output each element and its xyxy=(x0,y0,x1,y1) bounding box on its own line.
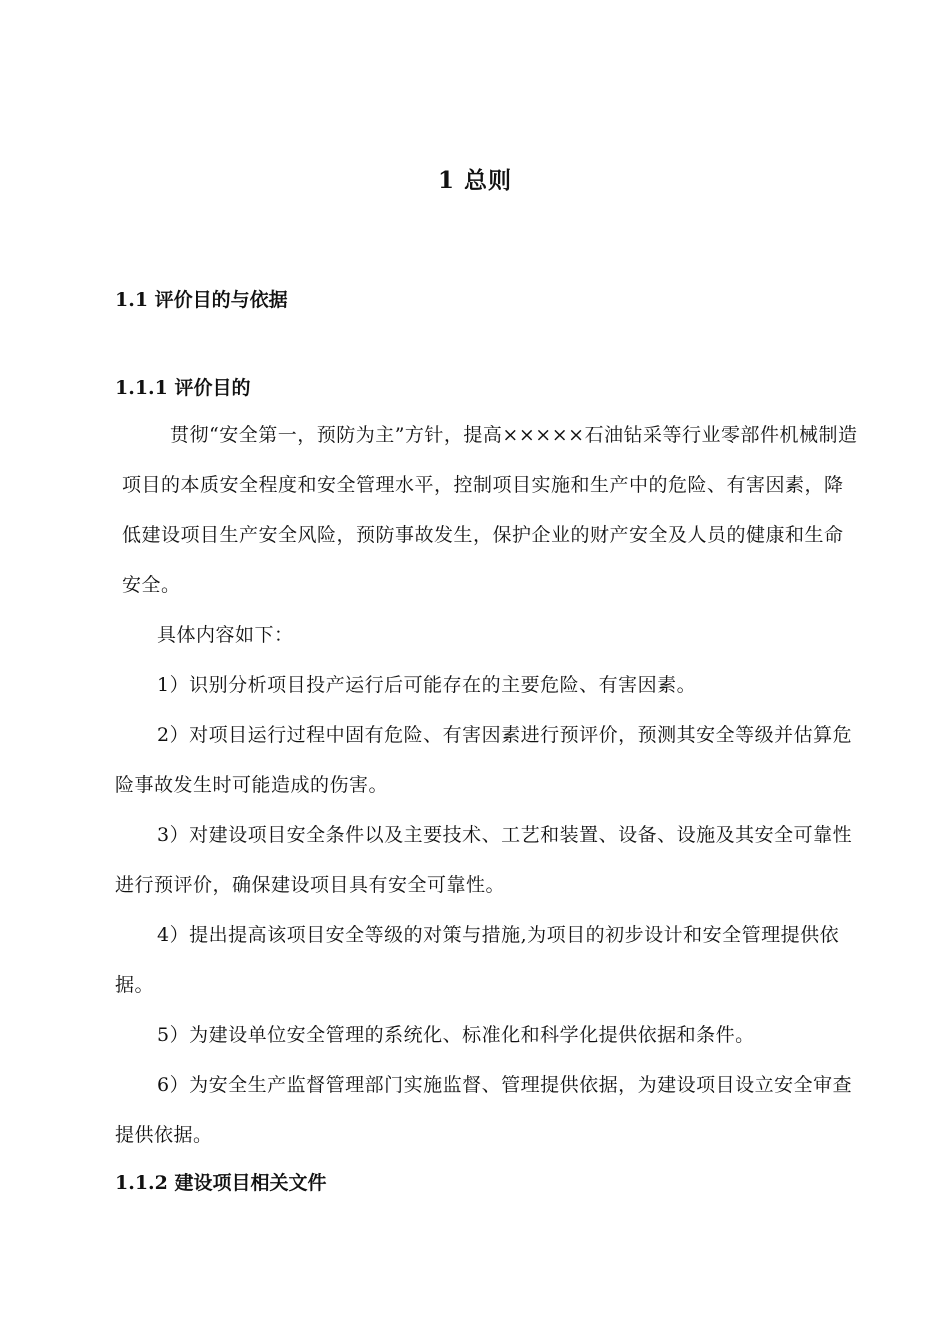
list-item: 4）提出提高该项目安全等级的对策与措施,为项目的初步设计和安全管理提供依据。 xyxy=(115,924,840,996)
list-item: 6）为安全生产监督管理部门实施监督、管理提供依据，为建设项目设立安全审查提供依据。 xyxy=(115,1074,853,1146)
content-list xyxy=(115,610,863,1160)
content-intro: 具体内容如下： xyxy=(157,624,294,646)
list-item: 5）为建设单位安全管理的系统化、标准化和科学化提供依据和条件。 xyxy=(157,1024,755,1046)
section-heading-1-1-1: 1.1.1 评价目的 xyxy=(115,377,251,399)
section-heading-1-1: 1.1 评价目的与依据 xyxy=(115,289,288,311)
list-item: 3）对建设项目安全条件以及主要技术、工艺和装置、设备、设施及其安全可靠性进行预评价，确保建设项目具有安全可靠性。 xyxy=(115,824,853,896)
purpose-paragraph: 贯彻“安全第一，预防为主”方针，提高×××××石油钻采等行业零部件机械制造项目的本质安全程度和安全管理水平，控制项目实施和生产中的危险、有害因素，降低建设项目生产安全风险，预防事故发生，保护企业的财产安全及人员的健康和生命安全。 xyxy=(122,424,858,596)
chapter-title: 1 总则 xyxy=(437,167,512,194)
list-item: 1）识别分析项目投产运行后可能存在的主要危险、有害因素。 xyxy=(157,674,697,696)
section-heading-1-1-2: 1.1.2 建设项目相关文件 xyxy=(115,1172,327,1194)
list-item: 2）对项目运行过程中固有危险、有害因素进行预评价，预测其安全等级并估算危险事故发生时可能造成的伤害。 xyxy=(115,724,853,796)
